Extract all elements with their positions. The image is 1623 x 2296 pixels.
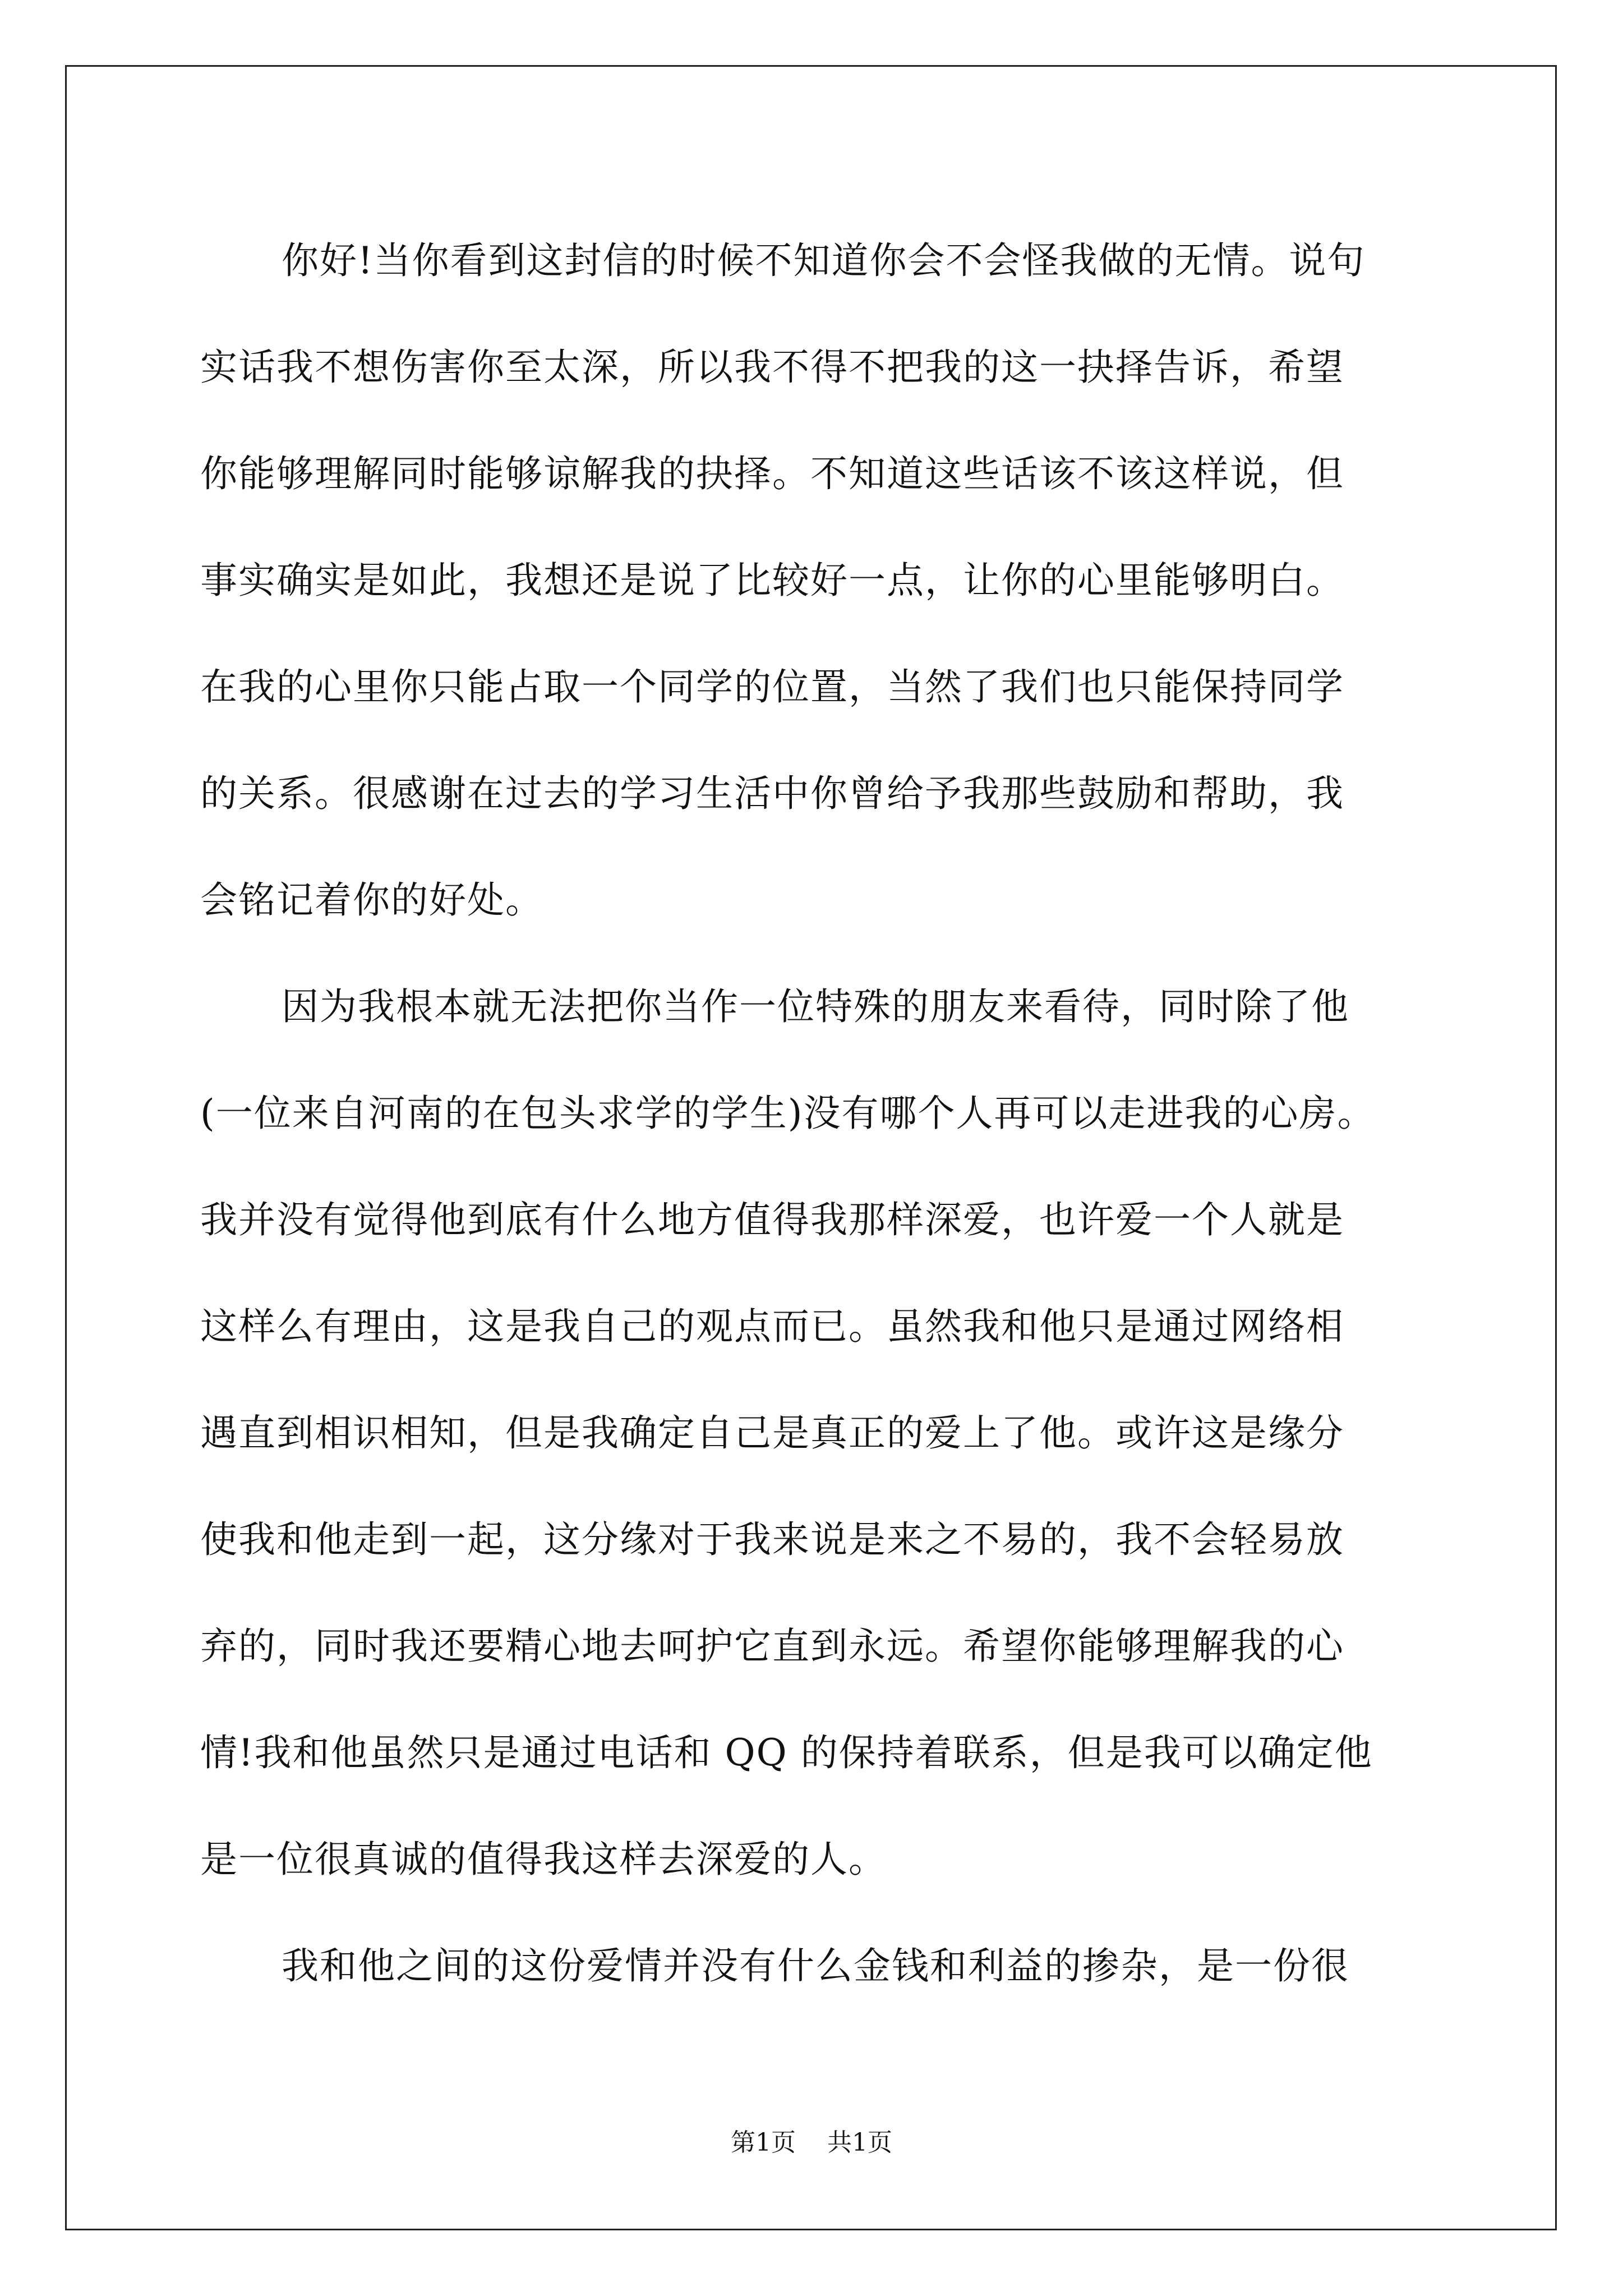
text-line: 情!我和他虽然只是通过电话和 QQ 的保持着联系，但是我可以确定他	[200, 1731, 1373, 1774]
text-line: 你好!当你看到这封信的时候不知道你会不会怪我做的无情。说句	[282, 239, 1366, 282]
text-line: 我并没有觉得他到底有什么地方值得我那样深爱，也许爱一个人就是	[200, 1198, 1344, 1241]
text-line: 我和他之间的这份爱情并没有什么金钱和利益的掺杂，是一份很	[282, 1944, 1349, 1987]
text-line: 遇直到相识相知，但是我确定自己是真正的爱上了他。或许这是缘分	[200, 1411, 1344, 1455]
text-line: 使我和他走到一起，这分缘对于我来说是来之不易的，我不会轻易放	[200, 1518, 1344, 1561]
page-number-current: 第1页	[731, 2128, 796, 2157]
text-line: 会铭记着你的好处。	[200, 878, 543, 922]
text-line: 在我的心里你只能占取一个同学的位置，当然了我们也只能保持同学	[200, 665, 1344, 708]
text-line: (一位来自河南的在包头求学的学生)没有哪个人再可以走进我的心房。	[200, 1092, 1376, 1135]
text-line: 因为我根本就无法把你当作一位特殊的朋友来看待，同时除了他	[282, 985, 1349, 1028]
text-line: 实话我不想伤害你至太深，所以我不得不把我的这一抉择告诉，希望	[200, 346, 1344, 389]
text-line: 这样么有理由，这是我自己的观点而已。虽然我和他只是通过网络相	[200, 1305, 1344, 1348]
text-line: 弃的，同时我还要精心地去呵护它直到永远。希望你能够理解我的心	[200, 1625, 1344, 1668]
text-line: 的关系。很感谢在过去的学习生活中你曾给予我那些鼓励和帮助，我	[200, 772, 1344, 815]
text-line: 你能够理解同时能够谅解我的抉择。不知道这些话该不该这样说，但	[200, 452, 1344, 495]
page-footer	[0, 2126, 1623, 2160]
text-line: 事实确实是如此，我想还是说了比较好一点，让你的心里能够明白。	[200, 559, 1344, 602]
page-number-total: 共1页	[827, 2128, 892, 2157]
letter-body	[200, 208, 1434, 2019]
text-line: 是一位很真诚的值得我这样去深爱的人。	[200, 1838, 887, 1881]
